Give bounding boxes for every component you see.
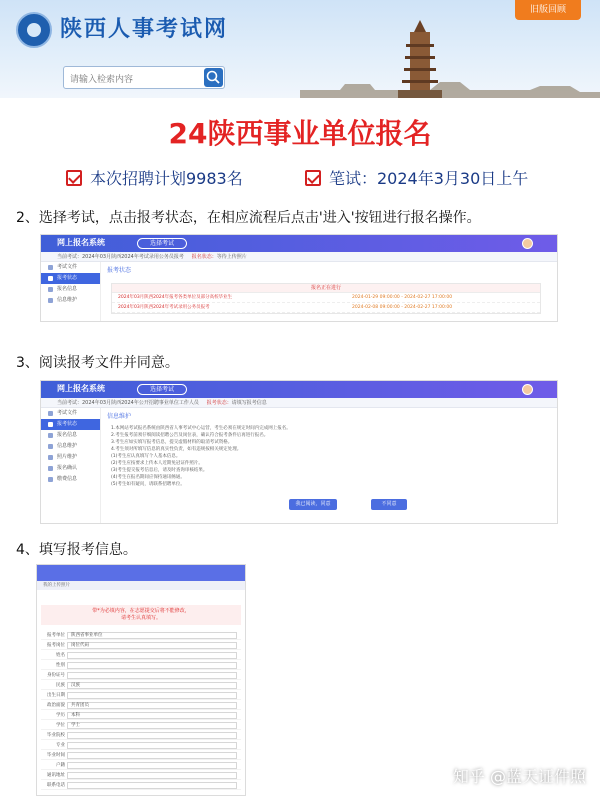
form-field-label: 报考岗位 (47, 643, 65, 648)
form-field-label: 专业 (56, 743, 65, 748)
notice-line: (5)考生如有疑问，请联系招聘单位。 (111, 482, 185, 487)
system-bar (41, 381, 557, 398)
sidebar-item-confirm[interactable]: 报名确认 (41, 463, 100, 474)
exam-date: 2024-02-08 09:00:00 - 2024-02-27 17:00:00 (352, 305, 453, 310)
section-title: 报考状态 (107, 267, 132, 274)
sidebar-item-info-maintenance[interactable]: 信息维护 (41, 441, 100, 452)
form-row (41, 751, 241, 760)
form-field-label: 学位 (56, 723, 65, 728)
city-silhouette (300, 70, 600, 98)
notice-line: (2)考生应按要求上传本人近期免冠证件照片。 (111, 461, 203, 466)
form-sub-label: 我的上传照片 (43, 583, 70, 588)
sidebar-item-payment[interactable]: 缴费信息 (41, 474, 100, 485)
site-header (0, 0, 600, 98)
table-row[interactable] (112, 303, 540, 313)
sidebar-item-registration-info[interactable]: 报名信息 (41, 430, 100, 441)
form-field-input[interactable] (67, 782, 237, 789)
form-field-input[interactable] (67, 692, 237, 699)
form-field-input[interactable] (67, 672, 237, 679)
system-bar (41, 235, 557, 252)
screenshot-exam-status (40, 234, 558, 322)
form-sub-bar (37, 581, 245, 590)
search-input[interactable] (64, 70, 200, 91)
step-3-text: 3、阅读报考文件并同意。 (16, 355, 179, 371)
notice-line: (3)考生提交报考信息后，请及时查询审核结果。 (111, 468, 208, 473)
form-row (41, 691, 241, 700)
check-icon (66, 170, 82, 186)
status-value: 等待上传照片 (216, 254, 247, 260)
form-field-input[interactable] (67, 772, 237, 779)
form-row (41, 631, 241, 640)
sidebar-item-exam-status[interactable]: 报考状态 (41, 273, 100, 284)
select-exam-button[interactable]: 选择考试 (137, 238, 187, 249)
sidebar (41, 408, 101, 523)
old-version-button[interactable]: 旧版回顾 (515, 0, 581, 20)
sidebar-item-exam-status[interactable]: 报考状态 (41, 419, 100, 430)
form-field-label: 身份证号 (47, 673, 65, 678)
notice-line: 4.考生须对所填写信息的真实性负责，如有违规按相关规定处理。 (111, 447, 242, 452)
sidebar-item-photo[interactable]: 照片维护 (41, 452, 100, 463)
avatar[interactable] (522, 238, 533, 249)
system-title: 网上报名系统 (57, 238, 105, 247)
highlight-plan-text: 本次招聘计划9983名 (90, 169, 243, 188)
form-field-label: 毕业院校 (47, 733, 65, 738)
form-row (41, 781, 241, 790)
exam-date: 2024-01-29 09:00:00 - 2024-02-27 17:00:00 (352, 295, 453, 300)
highlight-exam-date-text: 笔试：2024年3月30日上午 (329, 169, 529, 188)
highlight-exam-date (305, 166, 528, 189)
status-label: 报考状态： (206, 400, 232, 406)
form-row (41, 641, 241, 650)
form-row (41, 721, 241, 730)
notice-line: (1)考生应认真填写个人基本信息。 (111, 454, 181, 459)
form-row (41, 651, 241, 660)
form-row (41, 661, 241, 670)
form-field-label: 通讯地址 (47, 773, 65, 778)
form-warning (41, 605, 241, 625)
agree-button[interactable]: 我已阅读，同意 (289, 499, 337, 510)
site-name[interactable]: 陕西人事考试网 (60, 17, 229, 42)
search-box (63, 66, 225, 89)
form-warning-line: 带*为必填内容，在志愿提交后将不能修改， (92, 608, 190, 614)
table-row[interactable] (112, 293, 540, 303)
highlight-plan (66, 166, 243, 189)
form-field-input[interactable]: 本科 (67, 712, 237, 719)
exam-name[interactable]: 2024年03月陕西2024年考试录用公务员报考 (118, 305, 210, 310)
exam-name[interactable]: 2024年03月陕西2024年报考各类单位及部分高校毕业生 (118, 295, 233, 300)
form-warning-line: 请考生认真填写。 (120, 615, 161, 621)
form-field-input[interactable] (67, 652, 237, 659)
select-exam-button[interactable]: 选择考试 (137, 384, 187, 395)
current-exam-bar (41, 398, 557, 408)
avatar[interactable] (522, 384, 533, 395)
form-field-label: 学历 (56, 713, 65, 718)
sidebar-item-exam-files[interactable]: 考试文件 (41, 408, 100, 419)
search-icon (204, 68, 223, 87)
disagree-button[interactable]: 不同意 (371, 499, 407, 510)
sidebar (41, 262, 101, 321)
search-button[interactable] (204, 68, 223, 87)
section-title: 信息维护 (107, 413, 132, 420)
form-field-input[interactable]: 学士 (67, 722, 237, 729)
form-row (41, 731, 241, 740)
page-title: 24陕西事业单位报名 (168, 117, 432, 150)
form-row (41, 761, 241, 770)
system-title: 网上报名系统 (57, 384, 105, 393)
form-row (41, 771, 241, 780)
notice-text (111, 425, 539, 488)
form-field-label: 户籍 (56, 763, 65, 768)
current-exam: 当前考试：2024年03月陕西2024年考试录用公务员报考 (57, 254, 184, 260)
form-field-input[interactable]: 汉族 (67, 682, 237, 689)
form-field-label: 姓名 (56, 653, 65, 658)
form-field-input[interactable]: 岗位代码 (67, 642, 237, 649)
notice-line: 3.考生应如实填写报考信息，提交虚假材料的取消考试资格。 (111, 440, 233, 445)
form-field-input[interactable]: 陕西省事业单位 (67, 632, 237, 639)
notice-line: 2.考生报考前须仔细阅读招聘公告及岗位表，确认符合报考条件后再进行报名。 (111, 433, 269, 438)
form-field-input[interactable] (67, 742, 237, 749)
sidebar-item-exam-files[interactable]: 考试文件 (41, 262, 100, 273)
form-field-label: 出生日期 (47, 693, 65, 698)
sidebar-item-registration-info[interactable]: 报名信息 (41, 284, 100, 295)
form-row (41, 701, 241, 710)
exam-status-table (111, 283, 541, 314)
screenshot-read-documents (40, 380, 558, 524)
site-logo-icon[interactable] (16, 12, 52, 48)
step-2-text: 2、选择考试，点击报考状态，在相应流程后点击'进入'按钮进行报名操作。 (16, 210, 481, 226)
form-field-label: 联系电话 (47, 783, 65, 788)
step-4-text: 4、填写报考信息。 (16, 542, 137, 558)
form-field-input[interactable] (67, 732, 237, 739)
status-value: 请填写报考信息 (231, 400, 267, 406)
form-field-label: 性别 (56, 663, 65, 668)
form-top-bar (37, 565, 245, 581)
sidebar-item-info-maintenance[interactable]: 信息维护 (41, 295, 100, 306)
watermark: 知乎 @蓝天证件照 (452, 767, 586, 786)
form-field-label: 报考单位 (47, 633, 65, 638)
check-icon (305, 170, 321, 186)
form-row (41, 711, 241, 720)
current-exam-bar (41, 252, 557, 262)
table-header: 报名正在进行 (112, 284, 540, 293)
form-field-label: 民族 (56, 683, 65, 688)
notice-line: 1.本网站考试报名系统由陕西省人事考试中心运营，考生必须在规定时间内完成网上报名。 (111, 426, 291, 431)
form-row (41, 741, 241, 750)
notice-line: (4)考生在报名期间应保持通讯畅通。 (111, 475, 185, 480)
form-field-label: 政治面貌 (47, 703, 65, 708)
form-field-input[interactable]: 共青团员 (67, 702, 237, 709)
form-field-label: 毕业时间 (47, 753, 65, 758)
form-field-input[interactable] (67, 762, 237, 769)
form-field-input[interactable] (67, 752, 237, 759)
form-field-input[interactable] (67, 662, 237, 669)
screenshot-fill-form (36, 564, 246, 796)
form-row (41, 671, 241, 680)
status-label: 报名状态： (191, 254, 217, 260)
form-row (41, 681, 241, 690)
current-exam: 当前考试：2024年03月陕西2024年公开招聘事业单位工作人员 (57, 400, 199, 406)
